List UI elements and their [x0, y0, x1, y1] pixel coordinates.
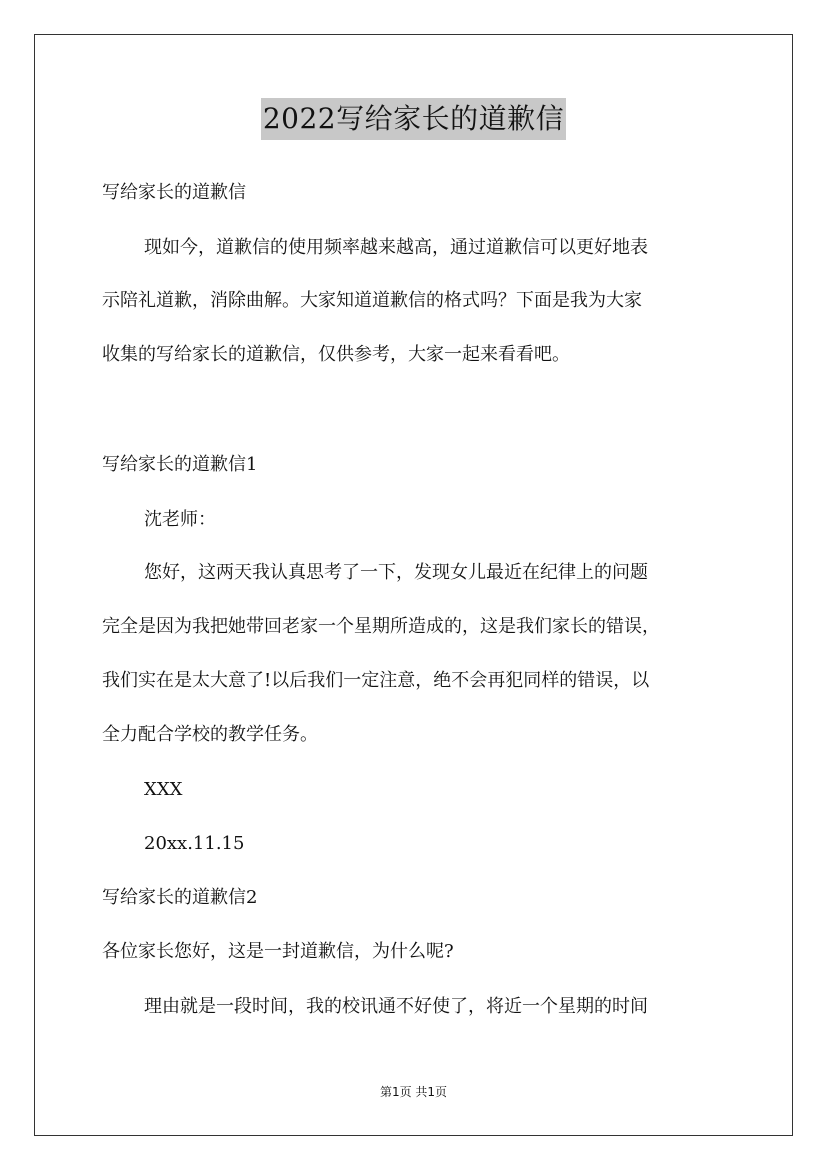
title-container	[0, 98, 827, 140]
letter1-body-line-3: 我们实在是太大意了!以后我们一定注意，绝不会再犯同样的错误，以	[102, 670, 650, 691]
letter1-salutation: 沈老师：	[144, 509, 216, 530]
intro-line-1: 现如今，道歉信的使用频率越来越高，通过道歉信可以更好地表	[144, 237, 648, 258]
letter2-body-line-1: 理由就是一段时间，我的校讯通不好使了，将近一个星期的时间	[144, 996, 648, 1017]
letter1-heading: 写给家长的道歉信1	[102, 454, 258, 475]
letter1-body-line-2: 完全是因为我把她带回老家一个星期所造成的，这是我们家长的错误，	[102, 616, 660, 637]
intro-line-3: 收集的写给家长的道歉信，仅供参考，大家一起来看看吧。	[102, 344, 570, 365]
letter1-signature: XXX	[144, 779, 183, 800]
intro-line-2: 示陪礼道歉，消除曲解。大家知道道歉信的格式吗？下面是我为大家	[102, 290, 642, 311]
letter1-body-line-1: 您好，这两天我认真思考了一下，发现女儿最近在纪律上的问题	[144, 562, 648, 583]
letter2-greeting: 各位家长您好，这是一封道歉信，为什么呢?	[102, 941, 454, 962]
page-footer: 第1页 共1页	[379, 1085, 448, 1099]
letter1-date: 20xx.11.15	[144, 833, 245, 854]
letter2-heading: 写给家长的道歉信2	[102, 887, 258, 908]
letter1-body-line-4: 全力配合学校的教学任务。	[102, 724, 318, 745]
document-title: 2022写给家长的道歉信	[261, 98, 566, 140]
subtitle: 写给家长的道歉信	[102, 182, 246, 203]
